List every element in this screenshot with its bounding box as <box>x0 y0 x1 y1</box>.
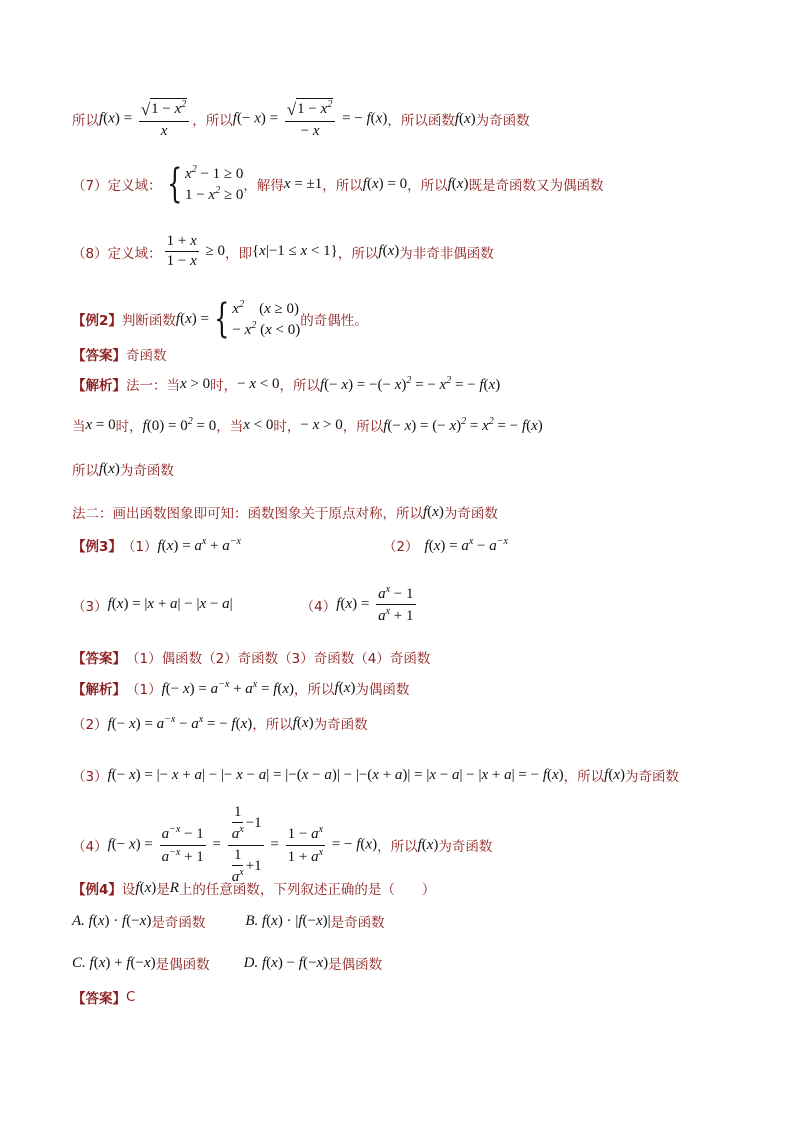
formula: − x > 0 <box>300 416 343 433</box>
text: （3） <box>72 769 108 785</box>
text: 时， <box>115 419 143 435</box>
formula: f(x) <box>334 679 356 696</box>
formula: R <box>169 879 179 896</box>
formula: x < 0 <box>243 416 274 433</box>
text: 当 <box>72 419 86 435</box>
solution-2-line4 <box>72 502 498 522</box>
text: 为奇函数 <box>119 463 174 479</box>
text: 为偶函数 <box>355 682 410 698</box>
text: ，所以 <box>192 113 233 129</box>
formula: f(x) = |x + a| − |x − a| <box>107 596 233 613</box>
text: 是 <box>156 882 170 898</box>
example-3-line1 <box>72 535 508 555</box>
text: （4） <box>72 839 108 855</box>
answer-tag: 【答案】 <box>72 348 126 364</box>
formula: f(x) · f(−x) <box>88 912 152 929</box>
text: ，解得 <box>243 178 284 195</box>
formula: f(− x) = (− $x)^2 = x^2$ = − f(x) <box>383 415 543 434</box>
solution-2-line2 <box>72 415 543 435</box>
answer-4 <box>72 987 135 1007</box>
text: 是偶函数 <box>155 957 210 973</box>
formula: f(− x) = √ $1 - x^2$ − x = − f(x) <box>232 99 388 139</box>
text: 为奇函数 <box>625 769 679 785</box>
formula: $f(x) = a^x + a^{-x}$ <box>157 535 241 554</box>
example-tag: 【例4】 <box>72 882 122 898</box>
text: 为非奇非偶函数 <box>399 245 494 262</box>
answer-2 <box>72 344 167 364</box>
solution-3-line3 <box>72 765 679 785</box>
text: ，所以 <box>377 839 418 855</box>
text: ，所以 <box>279 378 320 394</box>
formula: $\frac{1 + x}{1 - x}$ ≥ 0 <box>166 233 225 270</box>
formula: f(x) <box>292 714 314 731</box>
answer-text: 奇函数 <box>126 348 167 364</box>
formula: f(x) <box>417 836 439 853</box>
system: { $x^2 - 1 \ge 0$ $1 - x^2 \ge 0$ <box>166 161 244 208</box>
text: 设 <box>121 882 136 898</box>
answer-text: C <box>126 989 136 1005</box>
formula: f(x) · |f(−x)| <box>262 912 331 929</box>
option-c-letter: C. <box>72 954 86 971</box>
formula: x > 0 <box>180 375 211 392</box>
formula: f(x) = √ $1 - x^2$ x <box>99 98 192 140</box>
text: ，所以 <box>337 245 379 262</box>
formula: f(x) <box>423 503 444 520</box>
answer-3 <box>72 647 430 667</box>
line-8 <box>72 233 494 271</box>
example-tag: 【例3】 <box>72 539 122 555</box>
formula: $f(- x) = a^{-x} - a^x$ = − f(x) <box>107 713 253 732</box>
formula: f(− x) = $\frac{a^{-x} - 1}{a^{-x} + 1}$ = $\frac{1}{a^x}$ −1 $\frac{1}{a^x}$ +1 = $\frac{1 - a^x}{1 + a^x}$ = − f(x) <box>107 804 378 885</box>
text: 是偶函数 <box>328 957 383 973</box>
solution-3-line4 <box>72 804 492 886</box>
formula: $f(0) = 0^2 = 0$ <box>142 415 217 434</box>
text: 是奇函数 <box>151 915 206 931</box>
text: 上的任意函数，下列叙述正确的是（ ） <box>178 882 436 898</box>
option-a-letter: A. <box>72 912 85 929</box>
piecewise: { $x^2$ (x ≥ 0) − $x^2$ (x < 0) <box>214 296 301 343</box>
text: （2） <box>382 539 419 555</box>
formula: x = 0 <box>85 416 116 433</box>
text: ，所以 <box>252 717 293 733</box>
text: 为奇函数 <box>443 506 498 522</box>
formula: f(x) <box>604 766 625 783</box>
text: （1） <box>121 539 158 555</box>
label: （8）定义域： <box>72 245 162 262</box>
formula: x = ±1 <box>283 175 323 192</box>
formula: f(x) = $\frac{a^x - 1}{a^x + 1}$ <box>336 584 414 625</box>
example-4 <box>72 878 435 898</box>
example-2 <box>72 298 368 341</box>
solution-tag: 【解析】 <box>72 378 126 394</box>
text: 时， <box>273 419 301 435</box>
formula: f(x) <box>447 175 469 192</box>
text: 时， <box>210 378 238 394</box>
formula: $f(x) = a^x - a^{-x}$ <box>424 535 508 554</box>
example-3-line2 <box>72 584 419 626</box>
solution-3-line2 <box>72 713 368 733</box>
formula: f(x) <box>135 879 157 896</box>
text: （2） <box>72 717 108 733</box>
solution-tag: 【解析】 <box>72 682 126 698</box>
answer-text: （1）偶函数（2）奇函数（3）奇函数（4）奇函数 <box>126 651 431 667</box>
text: ，即 <box>224 245 252 262</box>
text: 为奇函数 <box>475 113 530 129</box>
line-7 <box>72 163 603 206</box>
text: 为奇函数 <box>438 839 493 855</box>
text: ，当 <box>216 419 244 435</box>
formula: f(x) <box>99 460 120 477</box>
answer-tag: 【答案】 <box>72 651 126 667</box>
solution-3-line1 <box>72 678 409 698</box>
text: 的奇偶性。 <box>300 313 368 330</box>
formula: $f(- x) = a^{-x} + a^x = f(x)$ <box>161 678 295 697</box>
text: 所以 <box>72 113 99 129</box>
formula: f(x) <box>378 243 400 260</box>
options-ab <box>72 911 385 931</box>
text: ，所以 <box>563 769 605 785</box>
solution-2-line1 <box>72 374 500 394</box>
formula: f(x) − f(−x) <box>261 954 329 971</box>
text: （3） <box>72 598 108 615</box>
formula: f(− x) = −(− x)$^2$ = − $x^2$ = − f(x) <box>320 374 501 393</box>
formula: f(x) = <box>175 310 209 327</box>
text: ，所以函数 <box>387 113 455 129</box>
text: 法一：当 <box>126 378 180 394</box>
text: ，所以 <box>407 178 448 195</box>
text: （1） <box>126 682 162 698</box>
formula: f(x) <box>454 110 476 127</box>
text: 判断函数 <box>121 313 176 330</box>
text: ，所以 <box>342 419 384 435</box>
text: 法二：画出函数图象即可知：函数图象关于原点对称，所以 <box>72 506 423 522</box>
option-b-letter: B. <box>245 912 259 929</box>
text: （4） <box>300 598 337 615</box>
text: ，所以 <box>294 682 335 698</box>
solution-2-line3 <box>72 459 174 479</box>
text: 所以 <box>72 463 99 479</box>
formula: {x|−1 ≤ x < 1} <box>251 243 338 260</box>
option-d-letter: D. <box>243 954 259 971</box>
formula: − x < 0 <box>237 375 280 392</box>
text: 既是奇函数又为偶函数 <box>468 178 604 195</box>
example-tag: 【例2】 <box>72 313 122 330</box>
formula: f(x) = 0 <box>362 175 408 192</box>
options-cd <box>72 953 382 973</box>
answer-tag: 【答案】 <box>72 991 126 1007</box>
text: 为奇函数 <box>313 717 368 733</box>
formula: f(x) + f(−x) <box>89 954 156 971</box>
line-1 <box>72 98 530 140</box>
text: 是奇函数 <box>330 915 385 931</box>
label: （7）定义域： <box>72 178 162 195</box>
text: ，所以 <box>322 178 363 195</box>
formula: f(− x) = |− x + a| − |− x − a| = |−(x − a)| − |−(x + a)| = |x − a| − |x + a| = − f(x) <box>107 766 564 783</box>
